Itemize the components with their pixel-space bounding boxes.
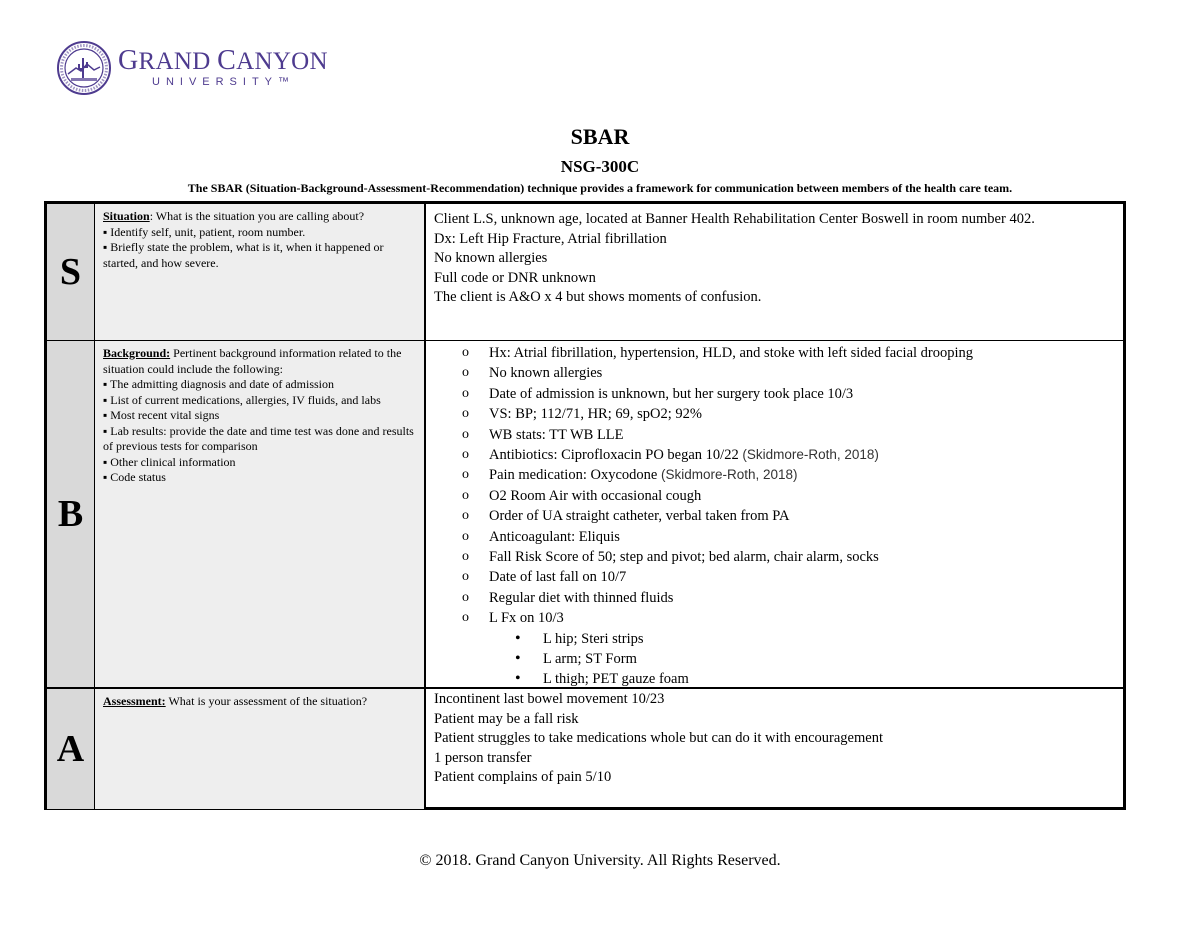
list-item: o Fall Risk Score of 50; step and pivot; bed alarm, chair alarm, socks [462, 547, 1115, 567]
answer-line: Client L.S, unknown age, located at Banner Health Rehabilitation Center Boswell in room number 402. [434, 211, 1035, 227]
list-item: o O2 Room Air with occasional cough [462, 486, 1115, 506]
answer-line: 1 person transfer [434, 749, 532, 766]
prompt-item: ▪ The admitting diagnosis and date of admission [103, 377, 334, 391]
university-seal-icon [56, 40, 112, 96]
list-item: o Date of admission is unknown, but her surgery took place 10/3 [462, 384, 1115, 404]
prompt-item: ▪ List of current medications, allergies, IV fluids, and labs [103, 392, 381, 407]
row-letter-s: S [47, 204, 95, 340]
citation: (Skidmore-Roth, 2018) [660, 467, 798, 483]
list-item: o L Fx on 10/3 • L hip; Steri strips • L arm; ST Form • L thigh; PET gauze foam [462, 608, 1115, 687]
prompt-text: Pertinent background information related to the situation could include the following: [103, 346, 402, 376]
intro-text: The SBAR (Situation-Background-Assessment-Recommendation) technique provides a framework for communication between members of the health care team. [187, 181, 1013, 195]
prompt-heading: Background: [103, 346, 171, 360]
sub-list-item: • L thigh; PET gauze foam [515, 669, 1115, 687]
background-answer[interactable] [426, 341, 1123, 687]
list-item: o Regular diet with thinned fluids [462, 588, 1115, 608]
answer-line: Incontinent last bowel movement 10/23 [434, 691, 665, 707]
prompt-item: ▪ Most recent vital signs [103, 408, 220, 422]
sub-list-item: • L arm; ST Form [515, 649, 1115, 669]
background-prompt [95, 341, 426, 687]
situation-prompt [95, 204, 426, 340]
logo-name: GRAND CANYON [118, 44, 328, 76]
row-letter-a: A [47, 689, 95, 809]
assessment-prompt [95, 689, 426, 809]
list-item: o VS: BP; 112/71, HR; 69, spO2; 92% [462, 404, 1115, 424]
answer-line: Dx: Left Hip Fracture, Atrial fibrillation [434, 230, 667, 247]
document-subtitle: NSG-300C [560, 157, 640, 176]
logo-wordmark [118, 44, 328, 89]
prompt-item: ▪ Other clinical information [103, 454, 236, 469]
situation-row [47, 204, 1123, 340]
list-item: o Antibiotics: Ciprofloxacin PO began 10/22 (Skidmore-Roth, 2018) [462, 445, 1115, 465]
situation-answer[interactable] [426, 204, 1123, 340]
background-list [434, 343, 1115, 687]
answer-line: Patient may be a fall risk [434, 710, 579, 727]
assessment-answer[interactable] [426, 689, 1123, 809]
prompt-text: : What is the situation you are calling about? [149, 209, 365, 223]
university-logo [56, 40, 328, 96]
sbar-table [44, 201, 1126, 810]
row-letter-b: B [47, 341, 95, 687]
list-item: o Pain medication: Oxycodone (Skidmore-Roth, 2018) [462, 465, 1115, 485]
answer-line: Patient struggles to take medications whole but can do it with encouragement [434, 730, 883, 746]
prompt-item: ▪ Code status [103, 470, 166, 484]
prompt-text: What is your assessment of the situation? [165, 694, 368, 708]
list-item: o Hx: Atrial fibrillation, hypertension, HLD, and stoke with left sided facial drooping [462, 343, 1115, 363]
logo-subtitle: UNIVERSITY™ [152, 75, 296, 88]
answer-line: No known allergies [434, 250, 548, 266]
list-item: o Date of last fall on 10/7 [462, 567, 1115, 587]
copyright-footer: © 2018. Grand Canyon University. All Rights Reserved. [419, 852, 781, 869]
prompt-heading: Situation [103, 209, 150, 223]
answer-line: The client is A&O x 4 but shows moments of confusion. [434, 289, 762, 305]
sub-list [489, 629, 1115, 687]
assessment-row [47, 687, 1123, 809]
answer-line: Full code or DNR unknown [434, 269, 596, 286]
background-row [47, 340, 1123, 687]
sub-list-item: • L hip; Steri strips [515, 629, 1115, 649]
citation: (Skidmore-Roth, 2018) [742, 447, 879, 463]
answer-line: Patient complains of pain 5/10 [434, 769, 612, 785]
list-item: o Anticoagulant: Eliquis [462, 527, 1115, 547]
prompt-item: ▪ Lab results: provide the date and time test was done and results of previous tests for comparison [103, 423, 414, 453]
list-item: o No known allergies [462, 363, 1115, 383]
list-item: o Order of UA straight catheter, verbal taken from PA [462, 506, 1115, 526]
list-item: o WB stats: TT WB LLE [462, 425, 1115, 445]
prompt-item: ▪ Briefly state the problem, what is it, when it happened or started, and how severe. [103, 240, 384, 270]
document-title: SBAR [570, 124, 630, 149]
prompt-heading: Assessment: [103, 694, 166, 708]
prompt-item: ▪ Identify self, unit, patient, room number. [103, 224, 306, 239]
